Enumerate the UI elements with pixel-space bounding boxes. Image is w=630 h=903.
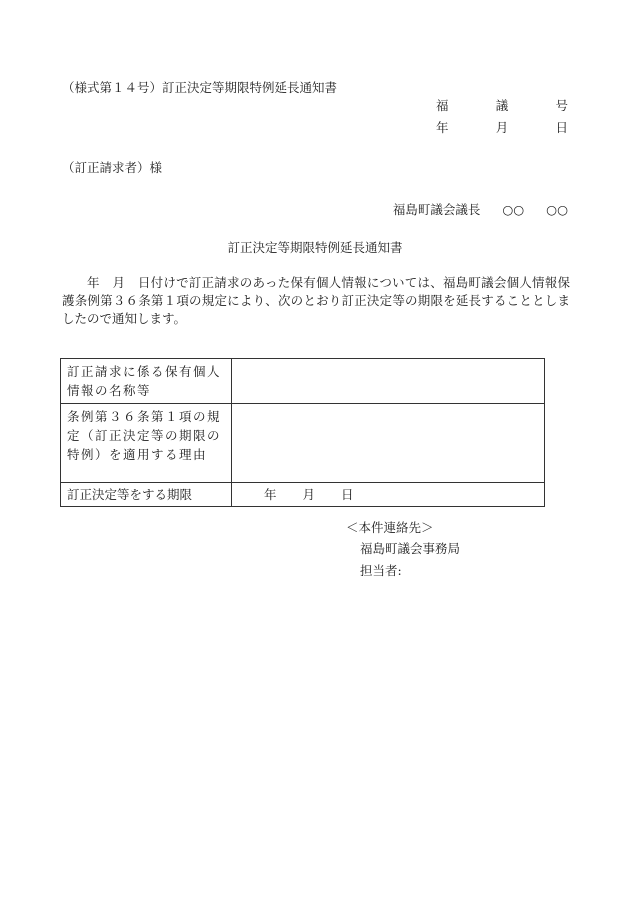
issue-date-year: 年 xyxy=(436,120,449,135)
sender-name-given: ○○ xyxy=(546,202,568,217)
table-row xyxy=(61,359,545,404)
issue-date xyxy=(436,122,568,135)
row-value-deadline[interactable] xyxy=(232,483,545,507)
row-label-deadline: 訂正決定等をする期限 xyxy=(61,483,232,507)
issue-date-month: 月 xyxy=(495,120,509,135)
reference-number-suffix: 号 xyxy=(555,98,568,113)
deadline-year: 年 xyxy=(264,487,277,502)
row-value-info-name[interactable] xyxy=(232,359,545,404)
reference-number-middle: 議 xyxy=(495,98,509,113)
sender-name-family: ○○ xyxy=(502,202,525,217)
row-value-reason[interactable] xyxy=(232,404,545,483)
deadline-month: 月 xyxy=(302,487,316,502)
document-title: 訂正決定等期限特例延長通知書 xyxy=(227,240,403,255)
reference-number xyxy=(436,100,568,113)
row-label-reason: 条例第３６条第１項の規定（訂正決定等の期限の特例）を適用する理由 xyxy=(61,404,232,483)
table-row xyxy=(61,404,545,483)
table-row xyxy=(61,483,545,507)
contact-organization: 福島町議会事務局 xyxy=(360,541,461,556)
deadline-day: 日 xyxy=(341,487,354,502)
info-table xyxy=(60,358,545,507)
sender xyxy=(393,204,568,217)
contact-person-label: 担当者: xyxy=(360,563,402,578)
addressee: （訂正請求者）様 xyxy=(62,160,163,175)
sender-title: 福島町議会議長 xyxy=(392,202,481,217)
row-label-info-name: 訂正請求に係る保有個人情報の名称等 xyxy=(61,359,232,404)
contact-heading: ＜本件連絡先＞ xyxy=(346,520,434,535)
reference-number-prefix: 福 xyxy=(436,98,449,113)
body-paragraph: 年 月 日付けで訂正請求のあった保有個人情報については、福島町議会個人情報保護条例第３６条第１項の規定により、次のとおり訂正決定等の期限を延長することとしましたので通知します。 xyxy=(62,275,570,326)
form-number: （様式第１４号）訂正決定等期限特例延長通知書 xyxy=(62,80,338,95)
issue-date-day: 日 xyxy=(555,120,568,135)
